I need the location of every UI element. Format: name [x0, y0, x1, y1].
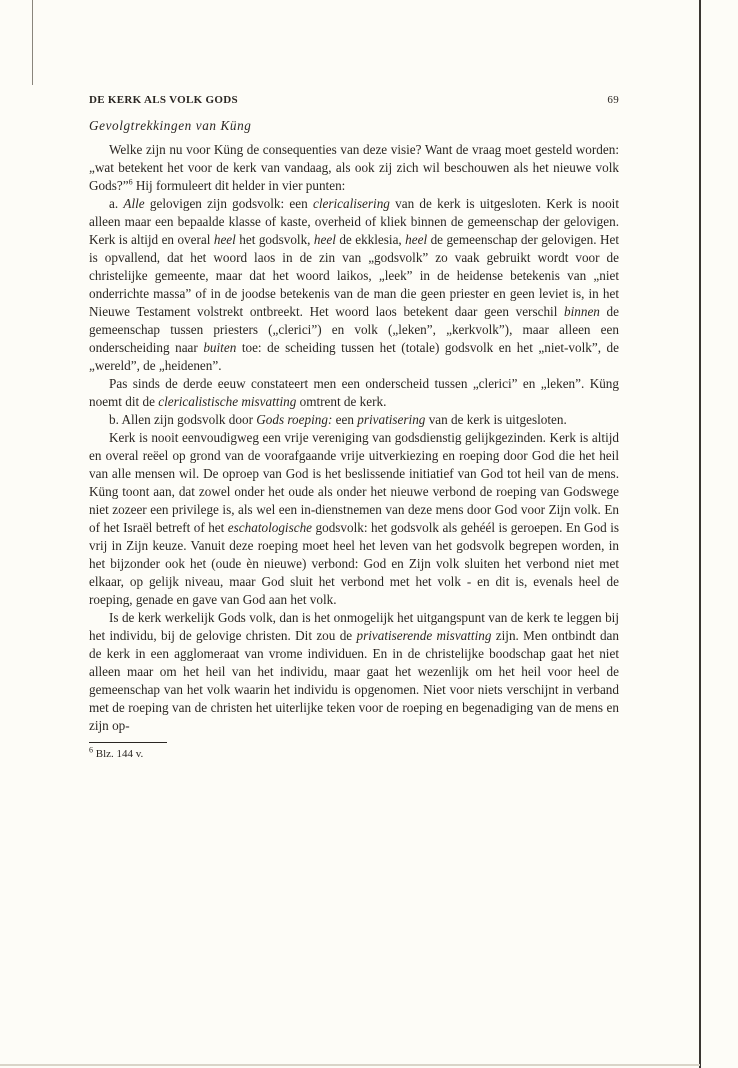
paragraph-6: Is de kerk werkelijk Gods volk, dan is het onmogelijk het uitgangspunt van de kerk te leggen bij het individu, bij de gelovige christen. Dit zou de privatiserende misvatting zijn. Men ontbindt dan de kerk in een agglomeraat van vrome individuen. En in de christelijke boodschap gaat het niet alleen maar om het heil van het individu, maar gaat het wezenlijk om het heil voor heel de gemeenschap van het volk waarin het individu is opgenomen. Niet voor niets verschijnt in verband met de roeping van de christen het uiterlijke teken voor de roeping en begenadiging van de mens en zijn op- [89, 610, 620, 733]
section-title: Gevolgtrekkingen van Küng [89, 118, 252, 133]
page-edge-left [32, 0, 33, 85]
paragraph-5: Kerk is nooit eenvoudigweg een vrije vereniging van godsdienstig gelijkgezinden. Kerk is altijd en overal reëel op grond van de voorafgaande vrije uitverkiezing en roeping door God die het heil van alle mensen wil. De oproep van God is het beslissende initiatief van God tot heil van de mens. Küng toont aan, dat zowel onder het oude als onder het nieuwe verbond de roeping van Godswege niet zozeer een privilege is, als wel een in-dienstnemen van deze mens door God voor Zijn volk. En of het Israël betreft of het eschatologische godsvolk: het godsvolk als gehéél is geroepen. En God is vrij in Zijn keuze. Vanuit deze roeping moet heel het leven van het godsvolk begrepen worden, in het bijzonder ook het (oude èn nieuwe) verbond: God en Zijn volk sluiten het verbond niet met elkaar, op gelijk niveau, maar God sluit het verbond met het volk - en dit is, evenals heel de roeping, genade en gave van God aan het volk. [89, 430, 619, 607]
footnote-ref: 6 [128, 177, 133, 187]
paragraph-2: a. Alle gelovigen zijn godsvolk: een clericalisering van de kerk is uitgesloten. Kerk is nooit alleen maar een bepaalde klasse of kaste, overheid of kliek binnen de gemeenschap der gelovigen. Kerk is altijd en overal heel het godsvolk, heel de ekklesia, heel de gemeenschap der gelovigen. Het is opvallend, dat het woord laos in de zin van „godsvolk” zo vaak gebruikt wordt voor de christelijke gemeente, maar dat het woord laikos, „leek” in de heidense betekenis van „niet onderrichte massa” of in de joodse betekenis van de man die geen priester en geen leviet is, in het Nieuwe Testament volstrekt ontbreekt. Het woord laos betekent daar geen verschil binnen de gemeenschap tussen priesters („clerici”) en volk („leken”, „kerkvolk”), maar alleen een onderscheiding naar buiten toe: de scheiding tussen het (totale) godsvolk en het „niet-volk”, de „wereld”, de „heidenen”. [89, 196, 620, 373]
footnote-rule [89, 742, 167, 743]
running-head-title: DE KERK ALS VOLK GODS [89, 94, 238, 106]
paragraph-3: Pas sinds de derde eeuw constateert men een onderscheid tussen „clerici” en „leken”. Küng noemt dit de clericalistische misvatting omtrent de kerk. [89, 376, 619, 409]
page-edge-bottom [0, 1064, 700, 1066]
footnote-number: 6 [89, 745, 93, 755]
body-text [89, 141, 619, 735]
footnote-text: Blz. 144 v. [93, 748, 144, 760]
page-number: 69 [607, 94, 619, 106]
paragraph-1: Welke zijn nu voor Küng de consequenties van deze visie? Want de vraag moet gesteld worden: „wat betekent het voor de kerk van vandaag, als ook zij zich wil beschouwen als het nieuwe volk Gods?”$^6$ Hij formuleert dit helder in vier punten: [89, 142, 619, 193]
page-edge-right [699, 0, 701, 1068]
book-page [89, 90, 619, 761]
running-head [89, 94, 619, 106]
paragraph-4: b. Allen zijn godsvolk door Gods roeping: een privatisering van de kerk is uitgesloten. [109, 412, 567, 427]
footnote [89, 747, 619, 761]
